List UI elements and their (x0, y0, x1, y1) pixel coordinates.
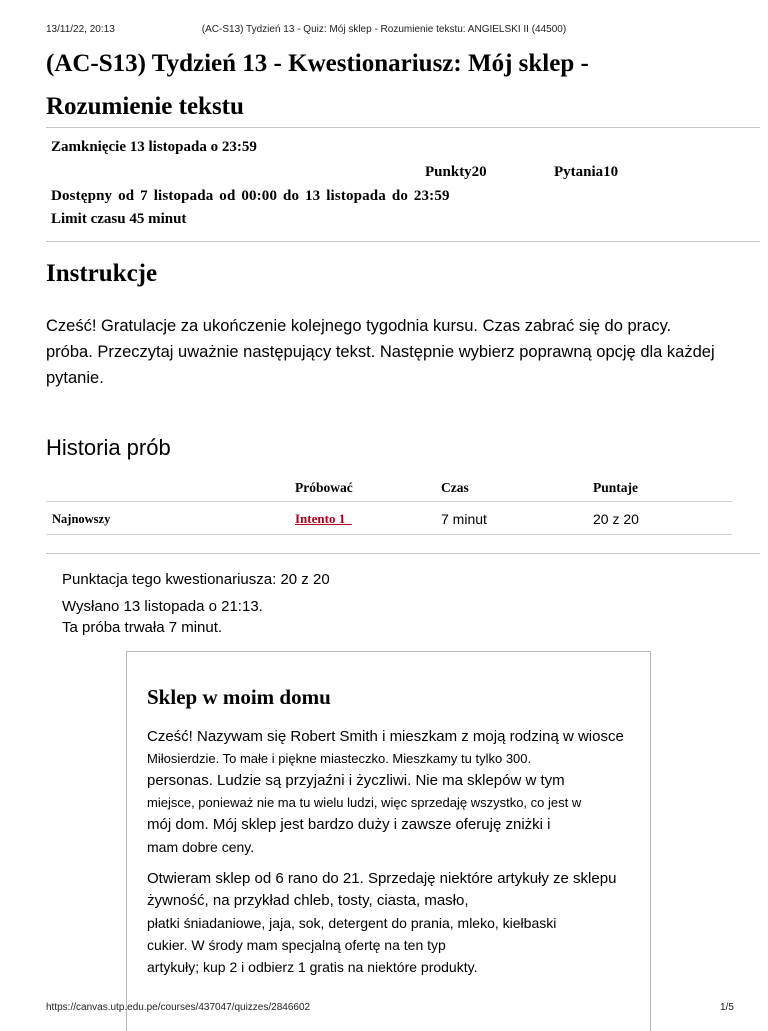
history-heading: Historia prób (46, 435, 171, 460)
time-limit: Limit czasu 45 minut (51, 211, 187, 227)
instructions-line: Cześć! Gratulacje za ukończenie kolejnego tygodnia kursu. Czas zabrać się do pracy. (46, 317, 672, 335)
questions-count: Pytania10 (554, 164, 619, 180)
page-title (46, 42, 746, 128)
print-page-number: 1/5 (720, 1002, 734, 1013)
row-label-latest: Najnowszy (52, 512, 111, 526)
points-count: Punkty20 (425, 164, 487, 180)
divider (46, 553, 760, 554)
reading-line: żywność, na przykład chleb, tosty, ciasta, masło, (147, 892, 469, 909)
reading-paragraph-2 (147, 868, 642, 978)
instructions-line: próba. Przeczytaj uważnie następujący tekst. Następnie wybierz poprawną opcję dla każdej (46, 343, 715, 361)
divider (46, 127, 760, 128)
attempt-link[interactable] (295, 511, 352, 528)
table-divider (46, 501, 732, 502)
submitted-at: Wysłano 13 listopada o 21:13. (62, 598, 263, 615)
attempt-link-text[interactable]: Intento 1 (295, 511, 346, 526)
col-header-attempt: Próbować (295, 480, 353, 495)
reading-line: cukier. W środy mam specjalną ofertę na ten typ (147, 937, 446, 953)
print-doc-title: (AC-S13) Tydzień 13 - Quiz: Mój sklep - Rozumienie tekstu: ANGIELSKI II (44500) (201, 24, 567, 35)
print-url: https://canvas.utp.edu.pe/courses/437047/quizzes/2846602 (46, 1002, 311, 1013)
reading-line: Miłosierdzie. To małe i piękne miasteczko. Mieszkamy tu tylko 300. (147, 751, 532, 766)
page-title-line-2: Rozumienie tekstu (46, 93, 244, 120)
attempt-time: 7 minut (441, 511, 487, 527)
reading-line: miejsce, ponieważ nie ma tu wielu ludzi, więc sprzedaję wszystko, co jest w (147, 795, 582, 810)
col-header-score: Puntaje (593, 480, 638, 495)
quiz-score: Punktacja tego kwestionariusza: 20 z 20 (62, 571, 330, 588)
reading-line: Cześć! Nazywam się Robert Smith i mieszkam z moją rodziną w wiosce (147, 728, 624, 745)
availability: Dostępny od 7 listopada od 00:00 do 13 listopada do 23:59 (51, 188, 450, 204)
reading-line: płatki śniadaniowe, jaja, sok, detergent do prania, mleko, kiełbaski (147, 915, 557, 931)
instructions-line: pytanie. (46, 369, 104, 387)
reading-line: artykuły; kup 2 i odbierz 1 gratis na niektóre produkty. (147, 959, 478, 975)
reading-line: personas. Ludzie są przyjaźni i życzliwi. Nie ma sklepów w tym (147, 772, 565, 789)
reading-line: mam dobre ceny. (147, 839, 255, 855)
instructions-heading: Instrukcje (46, 260, 158, 287)
print-datetime: 13/11/22, 20:13 (46, 24, 115, 35)
col-header-time: Czas (441, 480, 469, 495)
closing-date: Zamknięcie 13 listopada o 23:59 (51, 139, 257, 155)
reading-paragraph-1 (147, 726, 642, 858)
reading-line: mój dom. Mój sklep jest bardzo duży i zawsze oferuję zniżki i (147, 816, 551, 833)
divider (46, 241, 760, 242)
page-title-line-1: (AC-S13) Tydzień 13 - Kwestionariusz: Mój sklep - (46, 50, 589, 77)
reading-title: Sklep w moim domu (147, 685, 331, 709)
attempt-score: 20 z 20 (593, 511, 639, 527)
table-divider (46, 534, 732, 535)
instructions-text (46, 313, 766, 391)
attempt-duration: Ta próba trwała 7 minut. (62, 619, 223, 636)
reading-line: Otwieram sklep od 6 rano do 21. Sprzedaję niektóre artykuły ze sklepu (147, 870, 617, 887)
